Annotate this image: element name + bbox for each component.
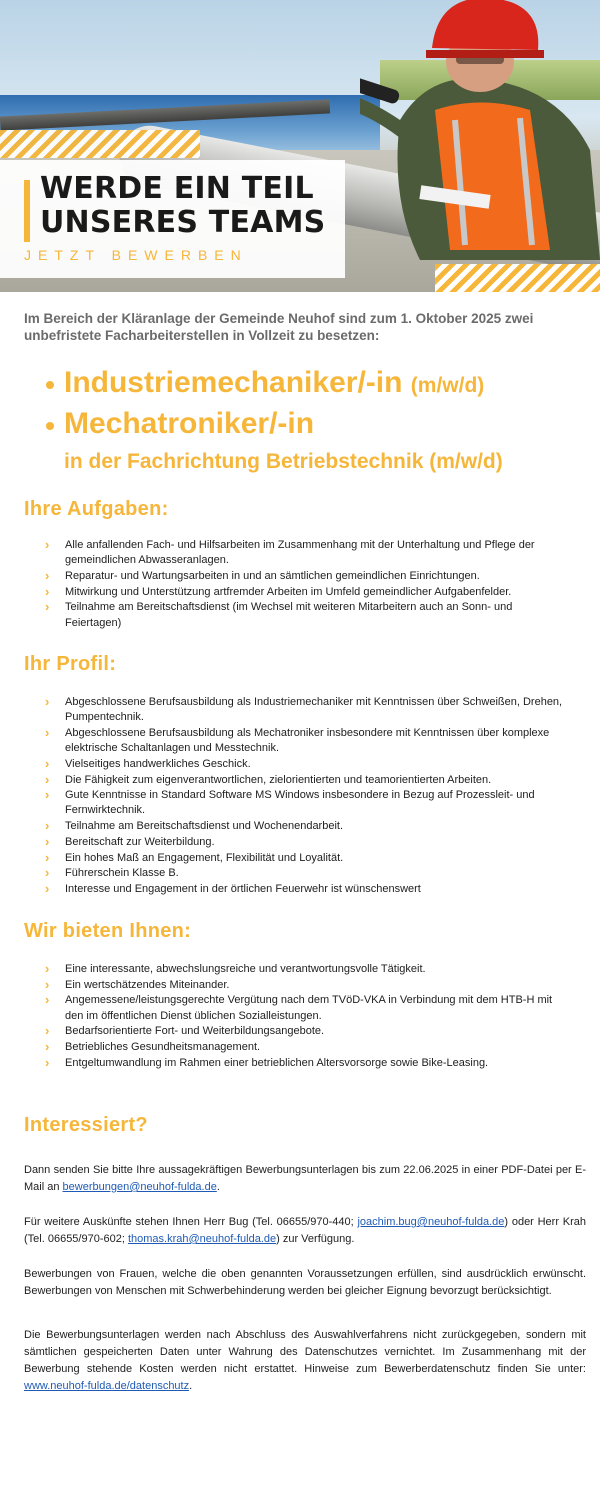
hero-banner <box>0 0 600 292</box>
chevron-right-icon: › <box>45 1039 50 1055</box>
position-subline: in der Fachrichtung Betriebstechnik (m/w/d) <box>64 450 503 473</box>
aufgaben-list <box>45 538 565 631</box>
section-heading-angebot: Wir bieten Ihnen: <box>24 920 192 942</box>
contact-paragraph: Für weitere Auskünfte stehen Ihnen Herr Bug (Tel. 06655/970-440; joachim.bug@neuhof-fulda.de) oder Herr Krah (Tel. 06655/970-602; thomas.krah@neuhof-fulda.de) zur Verfügung. <box>24 1216 586 1245</box>
title-accent-bar <box>24 180 30 242</box>
section-heading-interessiert: Interessiert? <box>24 1114 148 1136</box>
list-item: › Vielseitiges handwerkliches Geschick. <box>45 755 251 771</box>
chevron-right-icon: › <box>45 694 50 709</box>
hero-subtitle: JETZT BEWERBEN <box>24 247 248 263</box>
positions-list <box>44 364 484 443</box>
contact-email-bug-link[interactable]: joachim.bug@neuhof-fulda.de <box>357 1216 505 1228</box>
section-heading-aufgaben: Ihre Aufgaben: <box>24 498 169 520</box>
list-item: › Ein hohes Maß an Engagement, Flexibilität und Loyalität. <box>45 849 344 865</box>
contact-email-krah-link[interactable]: thomas.krah@neuhof-fulda.de <box>127 1233 277 1245</box>
list-item: › Ein wertschätzendes Miteinander. <box>45 976 230 992</box>
chevron-right-icon: › <box>45 755 50 771</box>
chevron-right-icon: › <box>45 787 50 803</box>
list-item: › Interesse und Engagement in der örtlichen Feuerwehr ist wünschenswert <box>45 880 421 896</box>
list-item: › Alle anfallenden Fach- und Hilfsarbeiten im Zusammenhang mit der Unterhaltung und Pflege der gemeindlichen Abwasseranlagen. <box>45 537 535 567</box>
position-item <box>44 405 484 443</box>
intro-text: Im Bereich der Kläranlage der Gemeinde Neuhof sind zum 1. Oktober 2025 zwei unbefristete Facharbeiterstellen in Vollzeit zu besetzen: <box>24 311 534 343</box>
hero-title-line2: UNSERES TEAMS <box>40 205 326 240</box>
list-item: › Bedarfsorientierte Fort- und Weiterbildungsangebote. <box>45 1023 325 1039</box>
chevron-right-icon: › <box>45 1054 50 1070</box>
list-item: › Eine interessante, abwechslungsreiche und verantwortungsvolle Tätigkeit. <box>45 961 426 976</box>
list-item: › Mitwirkung und Unterstützung artfremder Arbeiten im Umfeld gemeindlicher Aufgabenfelder. <box>45 583 512 599</box>
hero-title-line1: WERDE EIN TEIL <box>40 171 314 206</box>
list-item: › Teilnahme am Bereitschaftsdienst und Wochenendarbeit. <box>45 818 344 834</box>
section-heading-profil: Ihr Profil: <box>24 653 117 675</box>
position-title: Industriemechaniker/-in <box>64 366 403 399</box>
list-item: › Bereitschaft zur Weiterbildung. <box>45 833 215 849</box>
diversity-paragraph: Bewerbungen von Frauen, welche die oben genannten Voraussetzungen erfüllen, sind ausdrücklich erwünscht. Bewerbungen von Menschen mit Schwerbehinderung werden bei gleicher Eignung bevorzugt berücksichtigt. <box>24 1268 586 1297</box>
chevron-right-icon: › <box>45 537 50 552</box>
profil-list <box>45 695 565 898</box>
chevron-right-icon: › <box>45 833 50 849</box>
chevron-right-icon: › <box>45 976 50 992</box>
chevron-right-icon: › <box>45 567 50 583</box>
position-title: Mechatroniker/-in <box>64 407 315 440</box>
chevron-right-icon: › <box>45 818 50 834</box>
list-item: › Reparatur- und Wartungsarbeiten in und an sämtlichen gemeindlichen Einrichtungen. <box>45 567 480 583</box>
list-item: › Teilnahme am Bereitschaftsdienst (im Wechsel mit weiteren Mitarbeitern auch an Sonn- und Feiertagen) <box>45 599 513 629</box>
chevron-right-icon: › <box>45 724 50 740</box>
hero-title <box>40 172 325 240</box>
decorative-stripes-top <box>0 130 200 158</box>
position-item <box>44 364 484 405</box>
chevron-right-icon: › <box>45 992 50 1008</box>
list-item: › Die Fähigkeit zum eigenverantwortlichen, zielorientierten und teamorientierten Arbeiten. <box>45 771 492 787</box>
chevron-right-icon: › <box>45 771 50 787</box>
list-item: › Abgeschlossene Berufsausbildung als Mechatroniker insbesondere mit Kenntnissen über komplexe elektrische Schaltanlagen und Messtechnik. <box>45 724 550 755</box>
list-item: › Gute Kenntnisse in Standard Software MS Windows insbesondere in Bezug auf Prozessleit- und Fernwirktechnik. <box>45 787 535 817</box>
position-suffix: (m/w/d) <box>410 374 485 397</box>
list-item: › Angemessene/leistungsgerechte Vergütung nach dem TVöD-VKA in Verbindung mit dem HTB-H mit den im öffentlichen Dienst üblichen Sozialleistungen. <box>45 992 553 1022</box>
application-email-link[interactable]: bewerbungen@neuhof-fulda.de <box>62 1181 217 1193</box>
angebot-list <box>45 962 565 1071</box>
chevron-right-icon: › <box>45 880 50 896</box>
chevron-right-icon: › <box>45 599 50 615</box>
hero-worker-illustration <box>360 0 600 260</box>
chevron-right-icon: › <box>45 961 50 976</box>
list-item: › Führerschein Klasse B. <box>45 865 179 881</box>
chevron-right-icon: › <box>45 865 50 881</box>
chevron-right-icon: › <box>45 1023 50 1039</box>
list-item: › Entgeltumwandlung im Rahmen einer betrieblichen Altersvorsorge sowie Bike-Leasing. <box>45 1054 489 1070</box>
chevron-right-icon: › <box>45 849 50 865</box>
privacy-link[interactable]: www.neuhof-fulda.de/datenschutz <box>24 1380 190 1392</box>
privacy-paragraph: Die Bewerbungsunterlagen werden nach Abschluss des Auswahlverfahrens nicht zurückgegeben, sondern mit sämtlichen gespeicherten Daten unter Wahrung des Datenschutzes vernichtet. Im Zusammenhang mit der Bewerbung stehende Kosten werden nicht erstattet. Hinweise zum Bewerberdatenschutz finden Sie unter: www.neuhof-fulda.de/datenschutz. <box>24 1329 586 1392</box>
decorative-stripes-bottom <box>435 264 600 292</box>
chevron-right-icon: › <box>45 583 50 599</box>
list-item: › Abgeschlossene Berufsausbildung als Industriemechaniker mit Kenntnissen über Schweißen, Drehen, Pumpentechnik. <box>45 694 563 724</box>
application-paragraph: Dann senden Sie bitte Ihre aussagekräftigen Bewerbungsunterlagen bis zum 22.06.2025 in einer PDF-Datei per E-Mail an bewerbungen@neuhof-fulda.de. <box>24 1164 586 1193</box>
list-item: › Betriebliches Gesundheitsmanagement. <box>45 1039 261 1055</box>
